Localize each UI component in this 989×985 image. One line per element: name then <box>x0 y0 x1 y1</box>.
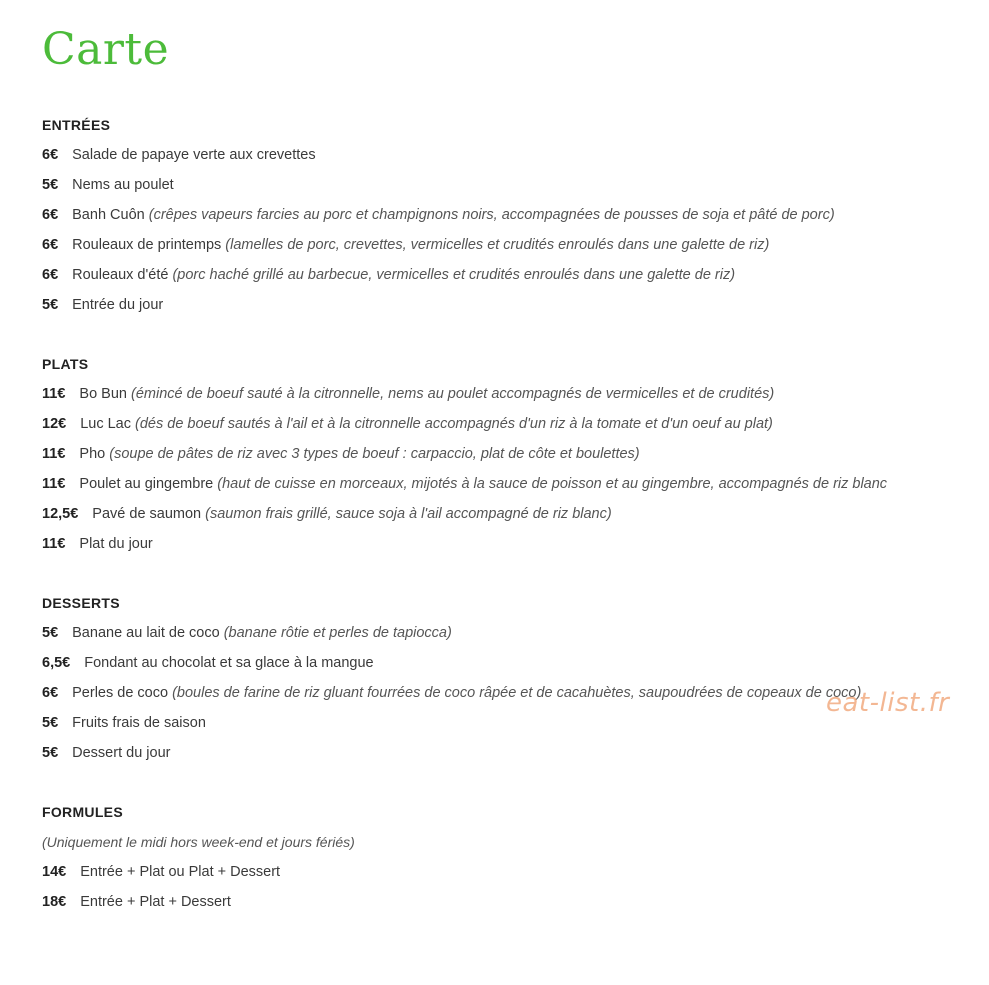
item-price: 6€ <box>42 237 59 253</box>
item-description: (crêpes vapeurs farcies au porc et champignons noirs, accompagnées de pousses de soja et pâté de porc) <box>148 207 835 223</box>
item-name: Luc Lac <box>80 416 131 432</box>
section-formules <box>42 797 989 917</box>
item-name: Rouleaux de printemps <box>72 237 222 253</box>
item-name: Fruits frais de saison <box>72 715 206 731</box>
section-plats <box>42 349 989 559</box>
menu-item <box>42 260 989 290</box>
menu-item <box>42 290 989 320</box>
section-title: ENTRÉES <box>42 117 111 133</box>
item-price: 5€ <box>42 177 59 193</box>
item-name: Entrée + Plat + Dessert <box>80 894 231 910</box>
menu-item <box>42 379 989 409</box>
item-description: (soupe de pâtes de riz avec 3 types de boeuf : carpaccio, plat de côte et boulettes) <box>109 446 640 462</box>
menu-item <box>42 529 989 559</box>
item-price: 6€ <box>42 267 59 283</box>
item-name: Banane au lait de coco <box>72 625 220 641</box>
section-title: FORMULES <box>42 804 123 820</box>
item-price: 6€ <box>42 207 59 223</box>
watermark: eat-list.fr <box>826 688 950 718</box>
item-name: Entrée du jour <box>72 297 164 313</box>
item-name: Plat du jour <box>79 536 153 552</box>
item-price: 6€ <box>42 147 59 163</box>
section-title: DESSERTS <box>42 595 120 611</box>
section-entrees <box>42 110 989 320</box>
menu-item <box>42 439 989 469</box>
item-price: 11€ <box>42 536 66 552</box>
item-name: Nems au poulet <box>72 177 174 193</box>
menu-item <box>42 618 989 648</box>
item-price: 11€ <box>42 446 66 462</box>
item-price: 11€ <box>42 386 66 402</box>
item-description: (banane rôtie et perles de tapiocca) <box>223 625 452 641</box>
item-price: 5€ <box>42 745 59 761</box>
item-price: 6,5€ <box>42 655 71 671</box>
item-name: Poulet au gingembre <box>79 476 214 492</box>
menu-item <box>42 170 989 200</box>
item-price: 12€ <box>42 416 67 432</box>
item-name: Pho <box>79 446 106 462</box>
menu-item <box>42 499 989 529</box>
item-name: Rouleaux d'été <box>72 267 169 283</box>
menu-item <box>42 409 989 439</box>
item-name: Entrée + Plat ou Plat + Dessert <box>80 864 281 880</box>
item-price: 18€ <box>42 894 67 910</box>
item-price: 6€ <box>42 685 59 701</box>
menu-item <box>42 469 989 499</box>
menu-item <box>42 648 989 678</box>
menu-item <box>42 887 989 917</box>
item-name: Bo Bun <box>79 386 127 402</box>
item-name: Salade de papaye verte aux crevettes <box>72 147 316 163</box>
menu-item <box>42 857 989 887</box>
item-description: (dés de boeuf sautés à l'ail et à la citronnelle accompagnés d'un riz à la tomate et d'un oeuf au plat) <box>135 416 773 432</box>
item-description: (lamelles de porc, crevettes, vermicelles et crudités enroulés dans une galette de riz) <box>225 237 770 253</box>
section-desserts <box>42 588 989 768</box>
item-name: Dessert du jour <box>72 745 171 761</box>
menu-item <box>42 230 989 260</box>
menu-item <box>42 738 989 768</box>
page-title: Carte <box>42 24 170 75</box>
section-note: (Uniquement le midi hors week-end et jours fériés) <box>42 834 355 850</box>
item-price: 5€ <box>42 297 59 313</box>
item-name: Perles de coco <box>72 685 169 701</box>
section-title: PLATS <box>42 356 89 372</box>
item-price: 11€ <box>42 476 66 492</box>
menu-item <box>42 200 989 230</box>
item-price: 14€ <box>42 864 67 880</box>
item-price: 5€ <box>42 625 59 641</box>
item-name: Fondant au chocolat et sa glace à la mangue <box>84 655 374 671</box>
item-description: (porc haché grillé au barbecue, vermicelles et crudités enroulés dans une galette de riz) <box>172 267 736 283</box>
item-price: 5€ <box>42 715 59 731</box>
item-description: (haut de cuisse en morceaux, mijotés à la sauce de poisson et au gingembre, accompagnés de riz blanc <box>217 476 888 492</box>
item-name: Banh Cuôn <box>72 207 145 223</box>
menu-item <box>42 140 989 170</box>
item-description: (saumon frais grillé, sauce soja à l'ail accompagné de riz blanc) <box>205 506 612 522</box>
item-name: Pavé de saumon <box>92 506 202 522</box>
item-description: (boules de farine de riz gluant fourrées de coco râpée et de cacahuètes, saupoudrées de copeaux de coco) <box>172 685 862 701</box>
item-price: 12,5€ <box>42 506 79 522</box>
item-description: (émincé de boeuf sauté à la citronnelle, nems au poulet accompagnés de vermicelles et de crudités) <box>131 386 775 402</box>
